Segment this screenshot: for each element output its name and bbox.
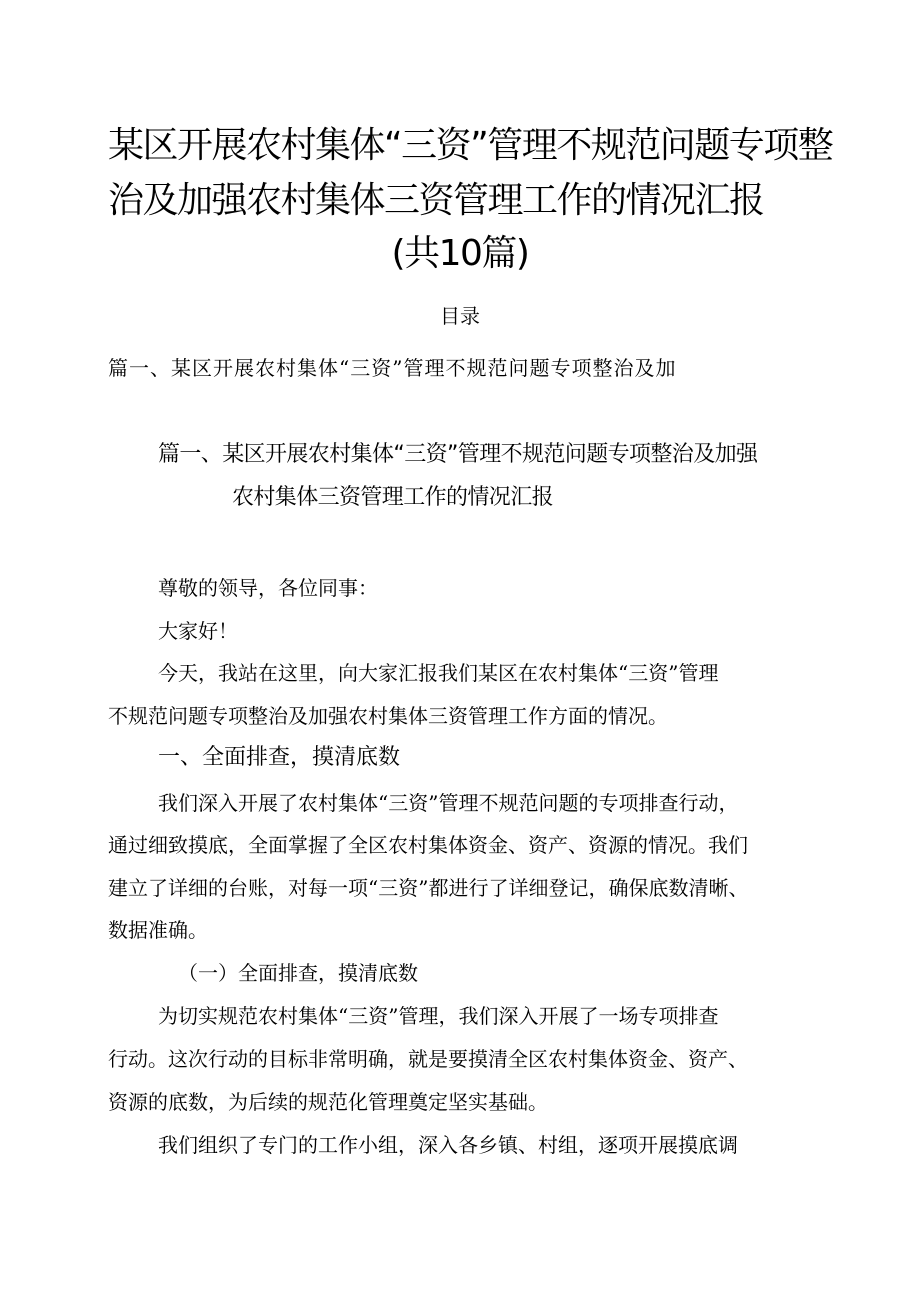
- paragraph-line: 资源的底数，为后续的规范化管理奠定坚实基础。: [108, 1090, 548, 1114]
- document-title-line-2: 治及加强农村集体三资管理工作的情况汇报: [108, 180, 764, 221]
- salutation: 尊敬的领导，各位同事：: [158, 576, 378, 600]
- chapter-title-line-1: 篇一、某区开展农村集体“三资”管理不规范问题专项整治及加强: [158, 442, 758, 467]
- paragraph-line: 通过细致摸底，全面掌握了全区农村集体资金、资产、资源的情况。我们: [108, 833, 748, 857]
- greeting: 大家好！: [158, 619, 238, 643]
- chapter-title-line-2: 农村集体三资管理工作的情况汇报: [232, 485, 554, 510]
- paragraph-line: 不规范问题专项整治及加强农村集体三资管理工作方面的情况。: [108, 704, 668, 728]
- paragraph-line: 行动。这次行动的目标非常明确，就是要摸清全区农村集体资金、资产、: [108, 1047, 748, 1071]
- paragraph-line: 建立了详细的台账，对每一项“三资”都进行了详细登记，确保底数清晰、: [108, 876, 749, 900]
- section-heading: 一、全面排查，摸清底数: [158, 745, 401, 770]
- toc-item[interactable]: 篇一、某区开展农村集体“三资”管理不规范问题专项整治及加: [108, 356, 677, 380]
- subsection-heading: （一）全面排查，摸清底数: [178, 961, 418, 985]
- paragraph-line: 我们深入开展了农村集体“三资”管理不规范问题的专项排查行动，: [158, 791, 739, 815]
- document-title-line-1: 某区开展农村集体“三资”管理不规范问题专项整: [108, 125, 833, 166]
- paragraph-line: 为切实规范农村集体“三资”管理，我们深入开展了一场专项排查: [158, 1004, 719, 1028]
- paragraph-line: 今天，我站在这里，向大家汇报我们某区在农村集体“三资”管理: [158, 661, 719, 685]
- toc-heading: 目录: [440, 304, 480, 328]
- paragraph-line: 我们组织了专门的工作小组，深入各乡镇、村组，逐项开展摸底调: [158, 1133, 738, 1157]
- document-title-line-3: (共10篇): [391, 233, 529, 274]
- paragraph-line: 数据准确。: [108, 918, 208, 942]
